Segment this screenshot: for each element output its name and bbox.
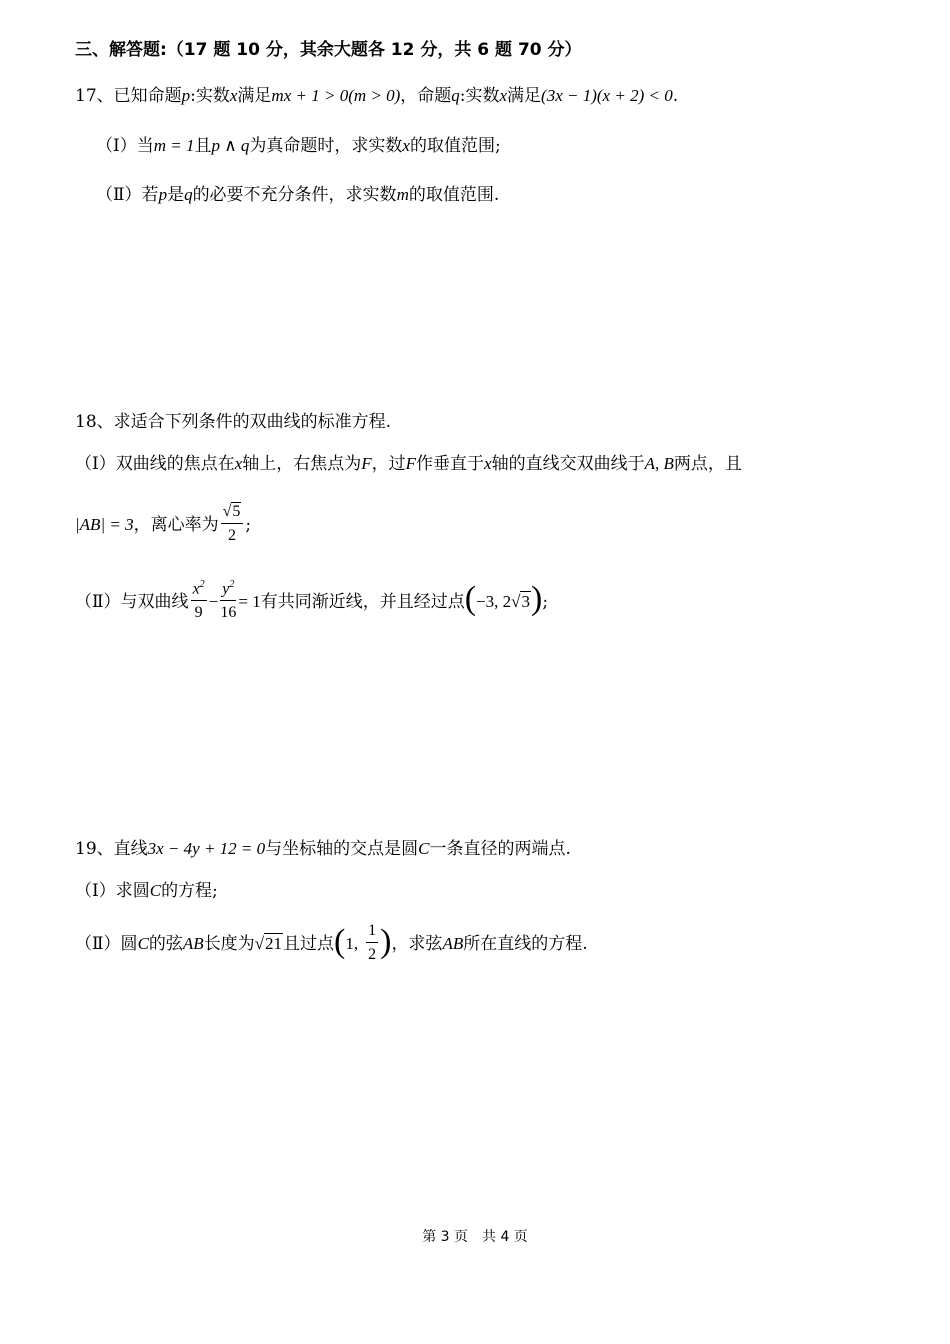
math-F: F bbox=[361, 454, 372, 473]
math-p: p bbox=[181, 86, 191, 105]
q17-stem bbox=[75, 87, 678, 105]
fraction-denominator: 9 bbox=[194, 603, 203, 621]
q19-part1-text: （Ⅰ）求圆 bbox=[75, 881, 150, 901]
q17-stem-text: :实数 bbox=[190, 86, 230, 106]
q18-part1-line1 bbox=[75, 455, 742, 473]
q18-part1-line2 bbox=[75, 505, 251, 546]
math-m: m bbox=[396, 185, 409, 204]
math-x: x bbox=[402, 136, 410, 155]
q18-part1-text: （Ⅰ）双曲线的焦点在 bbox=[75, 454, 235, 474]
math-point-x: 1, bbox=[345, 934, 359, 954]
q17-part2-text: 的必要不充分条件，求实数 bbox=[192, 185, 397, 205]
q18-part1-text: 两点，且 bbox=[673, 454, 742, 474]
math-point-coords: −3, 2 bbox=[476, 591, 512, 611]
math-p-and-q: p ∧ q bbox=[211, 136, 250, 155]
q19-part2-text: 所在直线的方程. bbox=[463, 934, 588, 955]
math-q: q bbox=[451, 86, 460, 105]
math-inequality-q: (3x − 1)(x + 2) < 0 bbox=[541, 86, 673, 105]
fraction-denominator: 2 bbox=[227, 526, 236, 544]
fraction-denominator: 16 bbox=[220, 603, 237, 621]
math-x: x bbox=[234, 454, 243, 473]
sqrt-21: √21 bbox=[254, 934, 283, 954]
fraction-sqrt5-over-2 bbox=[221, 503, 244, 544]
q19-stem bbox=[75, 840, 571, 858]
q19-part2-text: 的弦 bbox=[148, 934, 183, 955]
fraction-denominator: 2 bbox=[368, 945, 377, 963]
fraction-numerator: y bbox=[222, 580, 230, 598]
sqrt-3: √3 bbox=[511, 591, 530, 611]
q19-part1-text: 的方程; bbox=[161, 881, 218, 901]
q17-stem-text: ，命题 bbox=[400, 86, 452, 106]
q19-part1 bbox=[75, 882, 218, 900]
math-x: x bbox=[229, 86, 238, 105]
math-m-equals-1: m = 1 bbox=[153, 136, 195, 155]
q18-part2-text: 有共同渐近线，并且经过点 bbox=[260, 591, 465, 612]
q18-part1-text: 轴的直线交双曲线于 bbox=[491, 454, 645, 474]
q19-stem-text: 19、直线 bbox=[75, 839, 148, 859]
math-C: C bbox=[418, 839, 430, 858]
sqrt-radicand: 5 bbox=[232, 503, 241, 520]
sqrt-radicand: 3 bbox=[521, 591, 530, 611]
q18-part1-text: 作垂直于 bbox=[416, 454, 485, 474]
q19-stem-text: 一条直径的两端点. bbox=[429, 839, 571, 859]
math-inequality-p: mx + 1 > 0(m > 0) bbox=[271, 86, 401, 105]
q19-part2-text: ，求弦 bbox=[391, 934, 443, 955]
q17-part1 bbox=[96, 137, 501, 155]
q18-part2-text: （Ⅱ）与双曲线 bbox=[75, 591, 189, 612]
fraction-x2-over-9: $\frac{x^2}{9}$ bbox=[192, 579, 205, 621]
q19-stem-text: 与坐标轴的交点是圆 bbox=[265, 839, 419, 859]
fraction-numerator: x bbox=[192, 580, 200, 598]
math-F: F bbox=[405, 454, 417, 473]
math-equals-1: = 1 bbox=[238, 591, 261, 611]
q17-part1-text: 的取值范围; bbox=[409, 136, 501, 156]
fraction-1-over-2 bbox=[366, 922, 378, 963]
fraction-y2-over-16: $\frac{y^2}{16}$ bbox=[220, 579, 237, 621]
q17-part2-text: （Ⅱ）若 bbox=[96, 185, 159, 205]
math-abs-AB: |AB| = 3 bbox=[75, 515, 134, 535]
math-AB: AB bbox=[182, 934, 204, 954]
q18-part2-text: ; bbox=[542, 591, 549, 612]
q17-part2-text: 的取值范围. bbox=[408, 185, 500, 205]
math-q: q bbox=[184, 185, 193, 204]
math-AB: AB bbox=[442, 934, 464, 954]
q17-stem-text: 17、已知命题 bbox=[75, 86, 182, 106]
q17-stem-text: 满足 bbox=[237, 86, 272, 106]
q19-part2-text: 长度为 bbox=[203, 934, 255, 955]
q18-part1-text: ，过 bbox=[371, 454, 406, 474]
math-minus: − bbox=[208, 591, 219, 611]
q17-stem-text: . bbox=[672, 86, 679, 106]
math-x: x bbox=[484, 454, 492, 473]
math-line-equation: 3x − 4y + 12 = 0 bbox=[147, 839, 266, 858]
q17-part2 bbox=[96, 186, 499, 204]
left-paren: ( bbox=[334, 922, 346, 960]
q17-stem-text: 满足 bbox=[507, 86, 542, 106]
q17-part1-text: （Ⅰ）当 bbox=[96, 136, 154, 156]
math-p: p bbox=[158, 185, 168, 204]
q17-stem-text: :实数 bbox=[459, 86, 500, 106]
section-header: 三、解答题:（17 题 10 分，其余大题各 12 分，共 6 题 70 分） bbox=[75, 40, 582, 60]
math-points-AB: A, B bbox=[644, 454, 674, 473]
sqrt-radicand: 21 bbox=[265, 934, 283, 954]
q17-part1-text: 且 bbox=[194, 136, 212, 156]
math-C: C bbox=[149, 881, 162, 900]
right-paren: ) bbox=[380, 922, 392, 960]
q18-part1-text: 轴上，右焦点为 bbox=[242, 454, 362, 474]
right-paren: ) bbox=[530, 580, 543, 618]
q19-part2-text: （Ⅱ）圆 bbox=[75, 934, 138, 955]
q19-part2-text: 且过点 bbox=[283, 934, 335, 955]
math-x: x bbox=[499, 86, 508, 105]
page-footer: 第 3 页 共 4 页 bbox=[422, 1229, 528, 1245]
q18-stem: 18、求适合下列条件的双曲线的标准方程. bbox=[75, 412, 392, 432]
q17-part1-text: 为真命题时，求实数 bbox=[249, 136, 403, 156]
left-paren: ( bbox=[464, 580, 477, 618]
q17-part2-text: 是 bbox=[167, 185, 185, 205]
math-C: C bbox=[137, 934, 149, 954]
q19-part2 bbox=[75, 924, 588, 965]
fraction-numerator: 1 bbox=[366, 922, 378, 943]
q18-part1-text: ; bbox=[245, 515, 252, 536]
sqrt-symbol: √5 bbox=[222, 503, 241, 520]
q18-part1-text: ，离心率为 bbox=[133, 515, 219, 536]
q18-part2 bbox=[75, 581, 548, 624]
